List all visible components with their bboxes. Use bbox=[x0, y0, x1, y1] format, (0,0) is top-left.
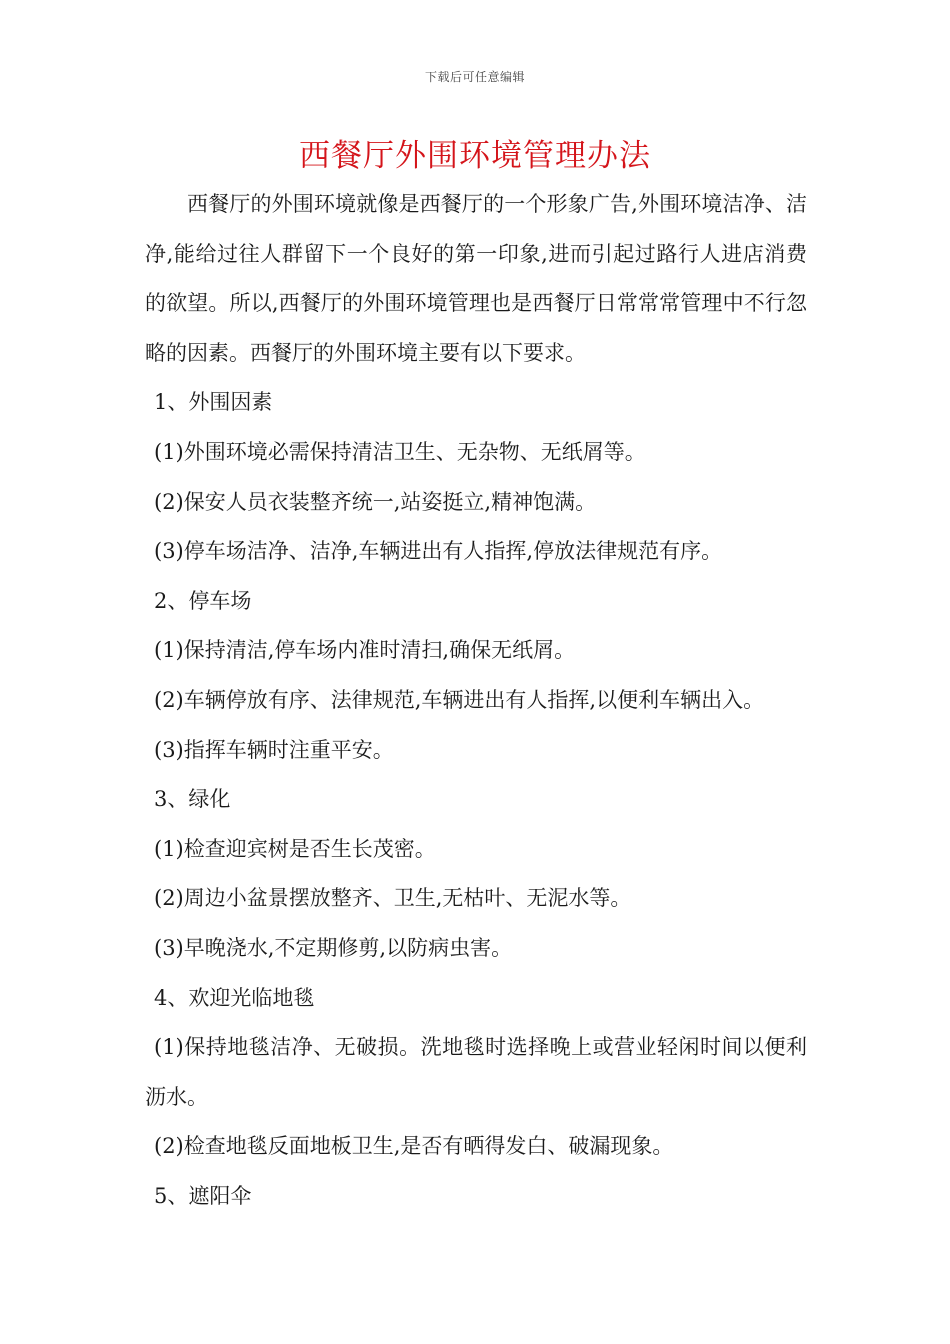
document-body bbox=[145, 180, 807, 1221]
list-item: (1)检查迎宾树是否生长茂密。 bbox=[154, 836, 436, 861]
section-heading: 5、遮阳伞 bbox=[154, 1183, 252, 1208]
intro-paragraph: 西餐厅的外围环境就像是西餐厅的一个形象广告,外围环境洁净、洁净,能给过往人群留下一个良好的第一印象,进而引起过路行人进店消费的欲望。所以,西餐厅的外围环境管理也是西餐厅日常常常管理中不行忽略的因素。西餐厅的外围环境主要有以下要求。 bbox=[145, 192, 807, 365]
list-item: (3)指挥车辆时注重平安。 bbox=[154, 737, 394, 762]
document-title: 西餐厅外围环境管理办法 bbox=[299, 138, 651, 174]
list-item: (3)停车场洁净、洁净,车辆进出有人指挥,停放法律规范有序。 bbox=[154, 539, 723, 564]
list-item: (3)早晚浇水,不定期修剪,以防病虫害。 bbox=[154, 935, 513, 960]
section-heading: 4、欢迎光临地毯 bbox=[154, 985, 315, 1010]
list-item: (1)外围环境必需保持清洁卫生、无杂物、无纸屑等。 bbox=[154, 439, 646, 464]
list-item: (1)保持清洁,停车场内准时清扫,确保无纸屑。 bbox=[154, 638, 576, 663]
section-heading: 3、绿化 bbox=[154, 787, 231, 812]
list-item: (2)保安人员衣装整齐统一,站姿挺立,精神饱满。 bbox=[154, 489, 597, 514]
header-note: 下载后可任意编辑 bbox=[424, 70, 525, 84]
list-item: (2)检查地毯反面地板卫生,是否有晒得发白、破漏现象。 bbox=[154, 1134, 674, 1159]
section-heading: 1、外围因素 bbox=[154, 390, 273, 415]
list-item: (2)车辆停放有序、法律规范,车辆进出有人指挥,以便利车辆出入。 bbox=[154, 687, 765, 712]
list-item: (2)周边小盆景摆放整齐、卫生,无枯叶、无泥水等。 bbox=[154, 886, 632, 911]
list-item: (1)保持地毯洁净、无破损。洗地毯时选择晚上或营业轻闲时间以便利沥水。 bbox=[145, 1035, 807, 1109]
section-heading: 2、停车场 bbox=[154, 588, 252, 613]
